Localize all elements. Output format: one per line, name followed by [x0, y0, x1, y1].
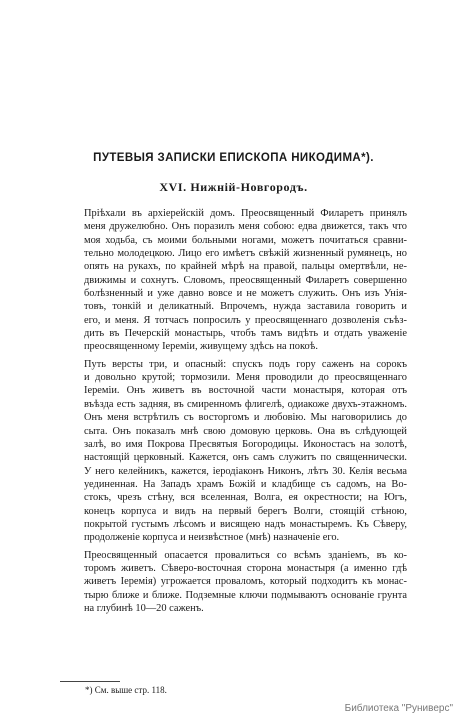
text-line: дить въ Печерскій монастырь, чтобъ тамъ видѣть и отдать уваженіе: [84, 328, 407, 340]
library-watermark: Библиотека "Руниверс": [344, 703, 453, 714]
text-line: Іереміи. Онъ живетъ въ восточной части монастыря, которая отъ: [84, 385, 407, 397]
text-line: залѣ, во имя Покрова Пресвятыя Богородицы. Иконостасъ на золотѣ,: [84, 438, 407, 450]
text-line: болѣзненный и уже давно вовсе и не можетъ служить. Онъ изъ Унія-: [84, 288, 407, 300]
chapter-title: ПУТЕВЫЯ ЗАПИСКИ ЕПИСКОПА НИКОДИМА*).: [93, 152, 374, 164]
text-line: конецъ корпуса и видъ на первый берегъ Волги, стоящій стѣною,: [84, 505, 407, 517]
text-line: моя ходьба, съ моими больными ногами, можетъ почитаться сравни-: [84, 234, 407, 246]
text-line: продолженіе корпуса и неизвѣстное (мнѣ) назначеніе его.: [84, 532, 340, 544]
text-line: его, и меня. Я тотчасъ попросилъ у преосвященнаго дозволенія съѣз-: [84, 314, 407, 326]
text-line: на глубинѣ 10—20 саженъ.: [84, 602, 204, 614]
text-line: стокъ, чрезъ стѣну, вся вселенная, Волга, ея окрестности; на Югъ,: [84, 492, 407, 504]
text-line: сыта. Онъ показалъ мнѣ свою домовую церковь. Она въ слѣдующей: [84, 425, 407, 437]
text-line: тельно молодецкою. Лицо его имѣетъ свѣжій жизненный румянецъ, но: [84, 248, 407, 260]
text-line: Преосвященный опасается провалиться со всѣмъ зданіемъ, въ ко-: [84, 549, 407, 561]
footnote: *) См. выше стр. 118.: [85, 685, 167, 695]
text-line: товъ, тонкій и деликатный. Впрочемъ, нужда заставила говорить и: [84, 301, 407, 313]
text-line: тырю ближе и ближе. Подземные ключи подмываютъ основаніе грунта: [84, 589, 407, 601]
text-line: Путь версты три, и опасный: спускъ подъ гору саженъ на сорокъ: [84, 358, 407, 370]
text-line: настоящій церковный. Кажется, онъ самъ служитъ по священнически.: [84, 452, 407, 464]
text-line: Онъ меня встрѣтилъ съ восторгомъ и любовію. Мы наговорились до: [84, 412, 407, 424]
body-text: [60, 207, 407, 619]
text-line: уединенная. На Западъ храмъ Божій и кладбище съ садомъ, на Во-: [84, 478, 407, 490]
text-line: въѣзда есть задняя, въ смиренномъ флигелѣ, одиакоже двухъ-этажномъ.: [84, 398, 407, 410]
text-line: покрытой густымъ лѣсомъ и висящею надъ монастыремъ. Къ Сѣверу,: [84, 518, 407, 530]
paragraph: [60, 549, 407, 616]
section-heading: XVI. Нижній-Новгородъ.: [159, 180, 308, 194]
paragraph: [60, 207, 407, 354]
text-line: меня дружелюбно. Онъ поразилъ меня собою: едва движется, такъ что: [84, 221, 407, 233]
footnote-divider: [60, 681, 120, 682]
text-line: У него келейникъ, кажется, іеродіаконъ Никонъ, лѣтъ 30. Келія весьма: [84, 465, 407, 477]
text-line: опять на рукахъ, по крайней мѣрѣ на правой, пальцы омертвѣли, не-: [84, 261, 407, 273]
paragraph: [60, 358, 407, 545]
text-line: и довольно крутой; тормозили. Меня проводили до преосвященнаго: [84, 372, 407, 384]
text-line: движимы и сохнутъ. Словомъ, преосвященный Филаретъ совершенно: [84, 274, 407, 286]
text-line: торомъ живетъ. Сѣверо-восточная сторона монастыря (а именно гдѣ: [84, 562, 407, 574]
text-line: преосвященному Іереміи, живущему здѣсь на покоѣ.: [84, 341, 318, 353]
text-line: Пріѣхали въ архіерейскій домъ. Преосвященный Филаретъ принялъ: [84, 208, 407, 219]
text-line: живетъ Іеремія) угрожается проваломъ, который подходитъ къ монас-: [84, 576, 407, 588]
